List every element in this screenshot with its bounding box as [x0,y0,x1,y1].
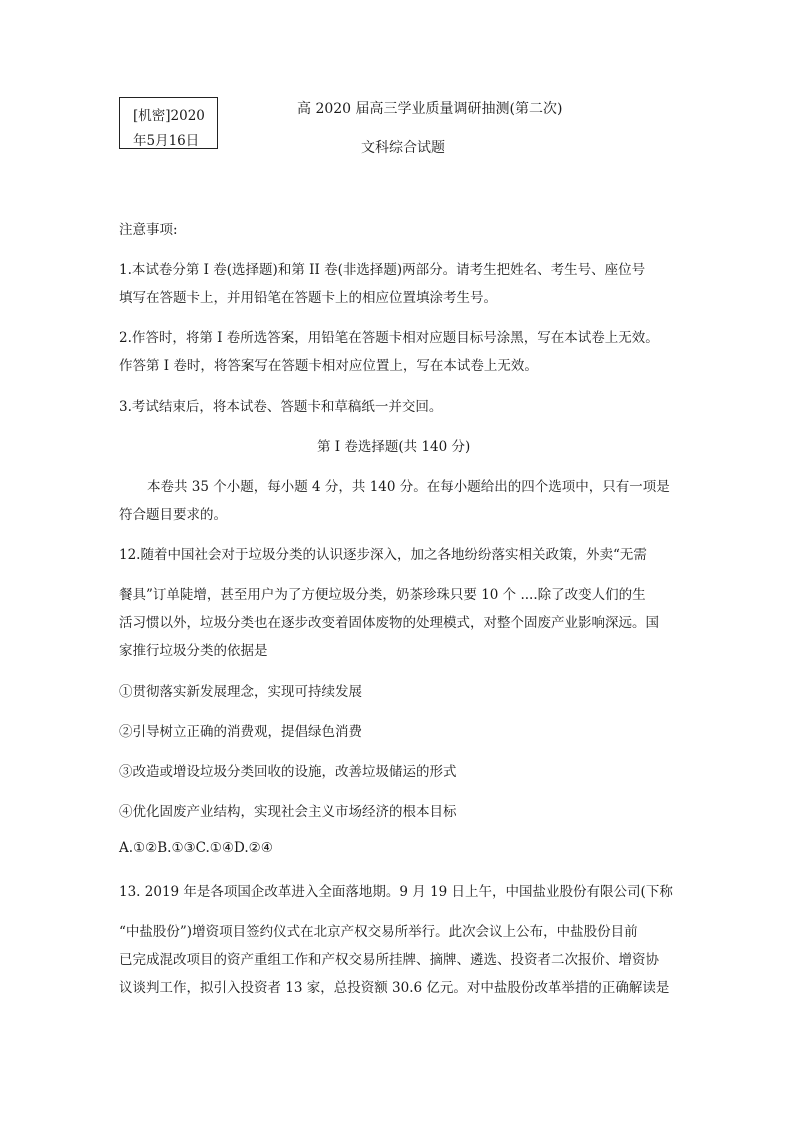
question-12-line-4: 家推行垃圾分类的依据是 [119,643,268,659]
exam-subtitle: 文科综合试题 [361,140,445,156]
notice-item-3: 3.考试结束后，将本试卷、答题卡和草稿纸一并交回。 [119,399,443,415]
question-12-line-3: 活习惯以外，垃圾分类也在逐步改变着固体废物的处理模式，对整个固废产业影响深远。国 [119,615,659,631]
notice-item-1-line-2: 填写在答题卡上，并用铅笔在答题卡上的相应位置填涂考生号。 [119,290,497,306]
confidential-stamp-box [119,97,218,149]
section-intro-line-1: 本卷共 35 个小题，每小题 4 分，共 140 分。在每小题给出的四个选项中，只有一项是 [147,479,670,495]
confidential-label: [机密]2020 [133,108,205,124]
question-12-line-2: 餐具”订单陡增，甚至用户为了方便垃圾分类，奶茶珍珠只要 10 个 ....除了改变人们的生 [119,587,646,603]
question-12-line-1: 12.随着中国社会对于垃圾分类的认识逐步深入，加之各地纷纷落实相关政策，外卖“无需 [119,547,647,563]
exam-date: 年5月16日 [133,133,200,149]
exam-title: 高 2020 届高三学业质量调研抽测(第二次) [297,101,563,117]
section-intro-line-2: 符合题目要求的。 [119,507,227,523]
question-12-choices: A.①②B.①③C.①④D.②④ [119,840,273,856]
question-13-line-1: 13. 2019 年是各项国企改革进入全面落地期。9 月 19 日上午，中国盐业股份有限公司(下称 [119,884,673,900]
question-13-line-4: 议谈判工作，拟引入投资者 13 家，总投资额 30.6 亿元。对中盐股份改革举措的正确解读是 [119,980,670,996]
section-heading: 第 I 卷选择题(共 140 分) [317,439,471,455]
notice-item-2-line-2: 作答第 I 卷时，将答案写在答题卡相对应位置上，写在本试卷上无效。 [119,358,538,374]
notice-item-2-line-1: 2.作答时，将第 I 卷所选答案，用铅笔在答题卡相对应题目标号涂黑，写在本试卷上无效。 [119,330,659,346]
notice-item-1-line-1: 1.本试卷分第 I 卷(选择题)和第 II 卷(非选择题)两部分。请考生把姓名、考生号、座位号 [119,262,646,278]
question-12-option-3: ③改造或增设垃圾分类回收的设施，改善垃圾储运的形式 [119,764,457,780]
question-12-option-4: ④优化固废产业结构，实现社会主义市场经济的根本目标 [119,804,457,820]
question-13-line-2: “中盐股份”)增资项目签约仪式在北京产权交易所举行。此次会议上公布，中盐股份目前 [119,924,638,940]
notice-heading: 注意事项: [119,222,178,238]
question-12-option-1: ①贯彻落实新发展理念，实现可持续发展 [119,684,362,700]
question-12-option-2: ②引导树立正确的消费观，提倡绿色消费 [119,724,362,740]
question-13-line-3: 已完成混改项目的资产重组工作和产权交易所挂牌、摘牌、遴选、投资者二次报价、增资协 [119,952,659,968]
